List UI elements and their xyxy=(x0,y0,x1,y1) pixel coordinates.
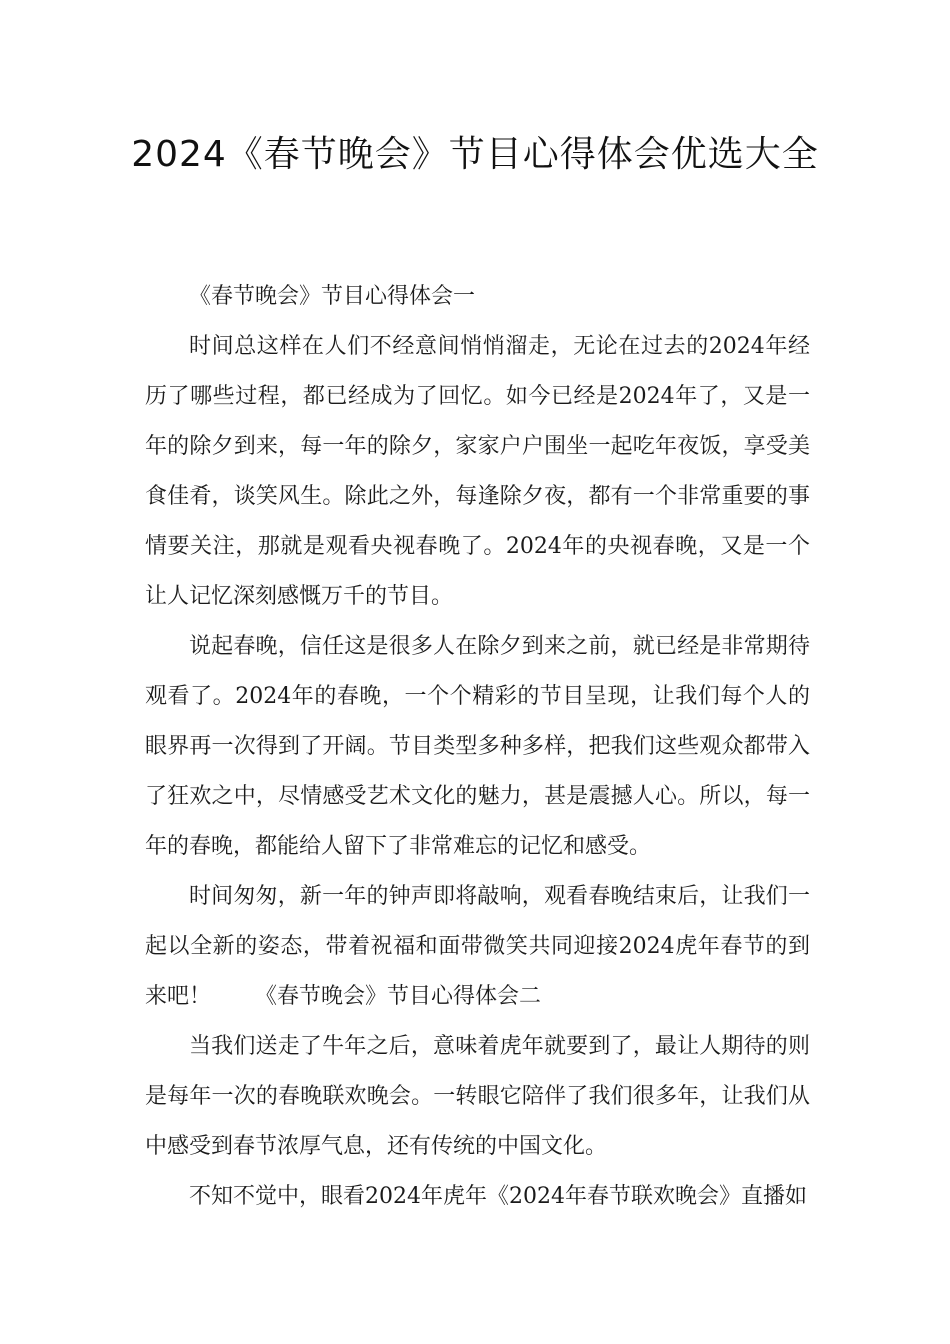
paragraph-4: 当我们送走了牛年之后，意味着虎年就要到了，最让人期待的则是每年一次的春晚联欢晚会。一转眼它陪伴了我们很多年，让我们从中感受到春节浓厚气息，还有传统的中国文化。 xyxy=(145,1034,810,1159)
section-heading-2: 《春节晚会》节目心得体会二 xyxy=(255,984,542,1009)
document-title: 2024《春节晚会》节目心得体会优选大全 xyxy=(131,134,819,175)
document-body xyxy=(145,272,810,1222)
section-heading-1: 《春节晚会》节目心得体会一 xyxy=(189,284,476,309)
paragraph-2: 说起春晚，信任这是很多人在除夕到来之前，就已经是非常期待观看了。2024年的春晚，一个个精彩的节目呈现，让我们每个人的眼界再一次得到了开阔。节目类型多种多样，把我们这些观众都带入了狂欢之中，尽情感受艺术文化的魅力，甚是震撼人心。所以，每一年的春晚，都能给人留下了非常难忘的记忆和感受。 xyxy=(145,634,810,859)
paragraph-1: 时间总这样在人们不经意间悄悄溜走，无论在过去的2024年经历了哪些过程，都已经成为了回忆。如今已经是2024年了，又是一年的除夕到来，每一年的除夕，家家户户围坐一起吃年夜饭，享受美食佳肴，谈笑风生。除此之外，每逢除夕夜，都有一个非常重要的事情要关注，那就是观看央视春晚了。2024年的央视春晚，又是一个让人记忆深刻感慨万千的节目。 xyxy=(145,334,810,609)
paragraph-3-text: 时间匆匆，新一年的钟声即将敲响，观看春晚结束后，让我们一起以全新的姿态，带着祝福和面带微笑共同迎接2024虎年春节的到来吧！ xyxy=(145,884,810,1009)
paragraph-5: 不知不觉中，眼看2024年虎年《2024年春节联欢晚会》直播如 xyxy=(189,1184,807,1209)
paragraph-3 xyxy=(145,872,810,1022)
